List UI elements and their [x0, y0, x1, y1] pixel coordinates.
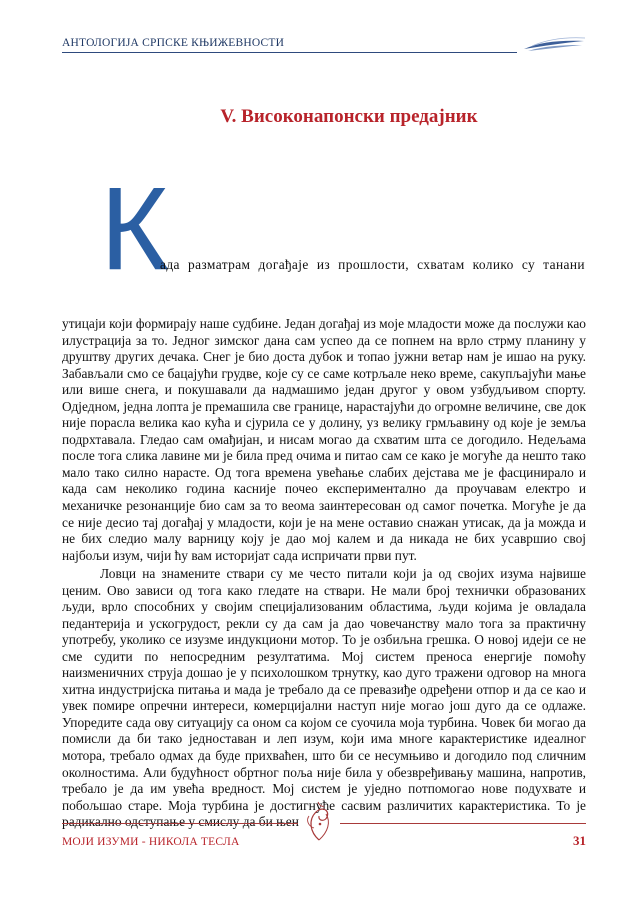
- footer-rule-left: [62, 823, 298, 824]
- paragraph-2-text: Ловци на знамените ствари су ме често питали који ја од својих изума највише ценим. Ово зависи од тога како гледате на ствари. Не мали број технички образованих људи, врло способних у својим специјализованим областима, људи којима је овладала педантерија и ускогрудост, рекли су да сам ја дао човечанству мало тога за практичну употребу, уколико се изузме индукциони мотор. То је озбиљна грешка. О новој идеји се не сме судити по непосредним резултатима. Мој систем преноса енергије помоћу наизменичних струја дошао је у психолошком трнутку, као дуго тражени одговор на многа хитна индустријска питања и мада је требало да се превазиђе одређени отпор и да се као и увек помире опречни интереси, комерцијални наступ није могао још дуго да се одлаже. Упоредите сада ову ситуацију са оном са којом се суочила моја турбина. Човек би могао да помисли да би тако једноставан и леп изум, који има многе карактеристике идеалног мотора, требало одмах да буде прихваћен, што би се несумњиво и догодило под сличним околностима. Али будућност обртног поља није била у обезвређивању машина, напротив, требало је да им увећа вредност. Мој систем је уједно потпомогао нове подухвате и побољшао старе. Моја турбина је достигнуће сасвим различитих карактеристика. То је радикално одступање у смислу да би њен: [62, 566, 586, 830]
- footer-rule-right: [340, 823, 586, 824]
- header-rule: [62, 52, 517, 53]
- drop-cap: К: [100, 163, 169, 295]
- footer-flourish-ornament: [300, 798, 338, 842]
- paragraph-2: [62, 566, 586, 831]
- header-running-title: АНТОЛОГИЈА СРПСКЕ КЊИЖЕВНОСТИ: [62, 37, 285, 49]
- header-swoosh-ornament: [522, 36, 586, 52]
- paragraph-1: утицаји који формирају наше судбине. Један догађај из моје младости може да послужи као илустрација за то. Једног зимског дана сам успео да се попнем на врло стрму планину у друштву других дечака. Снег је био доста дубок и топао јужни ветар нам је ишао на руку. Забављали смо се бацајући грудве, које су се саме котрљале неко време, сакупљајући мање или више снега, и покушавали да надмашимо један другог у овом узбудљивом спорту. Одједном, једна лопта је премашила све границе, нарастајући до огромне величине, све док није порасла велика као кућа и сјурила се у долину, уз велику грмљавину од које је земља подрхтавала. Гледао сам омађијан, и нисам могао да схватим шта се догодило. Недељама после тога слика лавине ми је била пред очима и питао сам се како је могуће да нешто тако мало тако силно нарасте. Од тога времена увећање слабих дејстава ме је фасцинирало и када сам неколико година касније почео експериментално да проучавам електро и механичке резонанције био сам за то веома заинтересован од самог почетка. Могуће је да се није десио тај догађај у младости, који је на мене оставио снажан утисак, да ја можда и не бих следио малу варницу коју је дао мој калем и да никада не бих усавршио свој најбољи изум, чији ћу вам историјат сада испричати први пут.: [62, 316, 586, 563]
- chapter-title: V. Високонапонски предајник: [220, 106, 478, 127]
- footer-running-title: МОЈИ ИЗУМИ - НИКОЛА ТЕСЛА: [62, 836, 240, 848]
- page-number: 31: [573, 833, 586, 848]
- first-line: ада разматрам догађаје из прошлости, схватам колико су танани: [160, 257, 585, 272]
